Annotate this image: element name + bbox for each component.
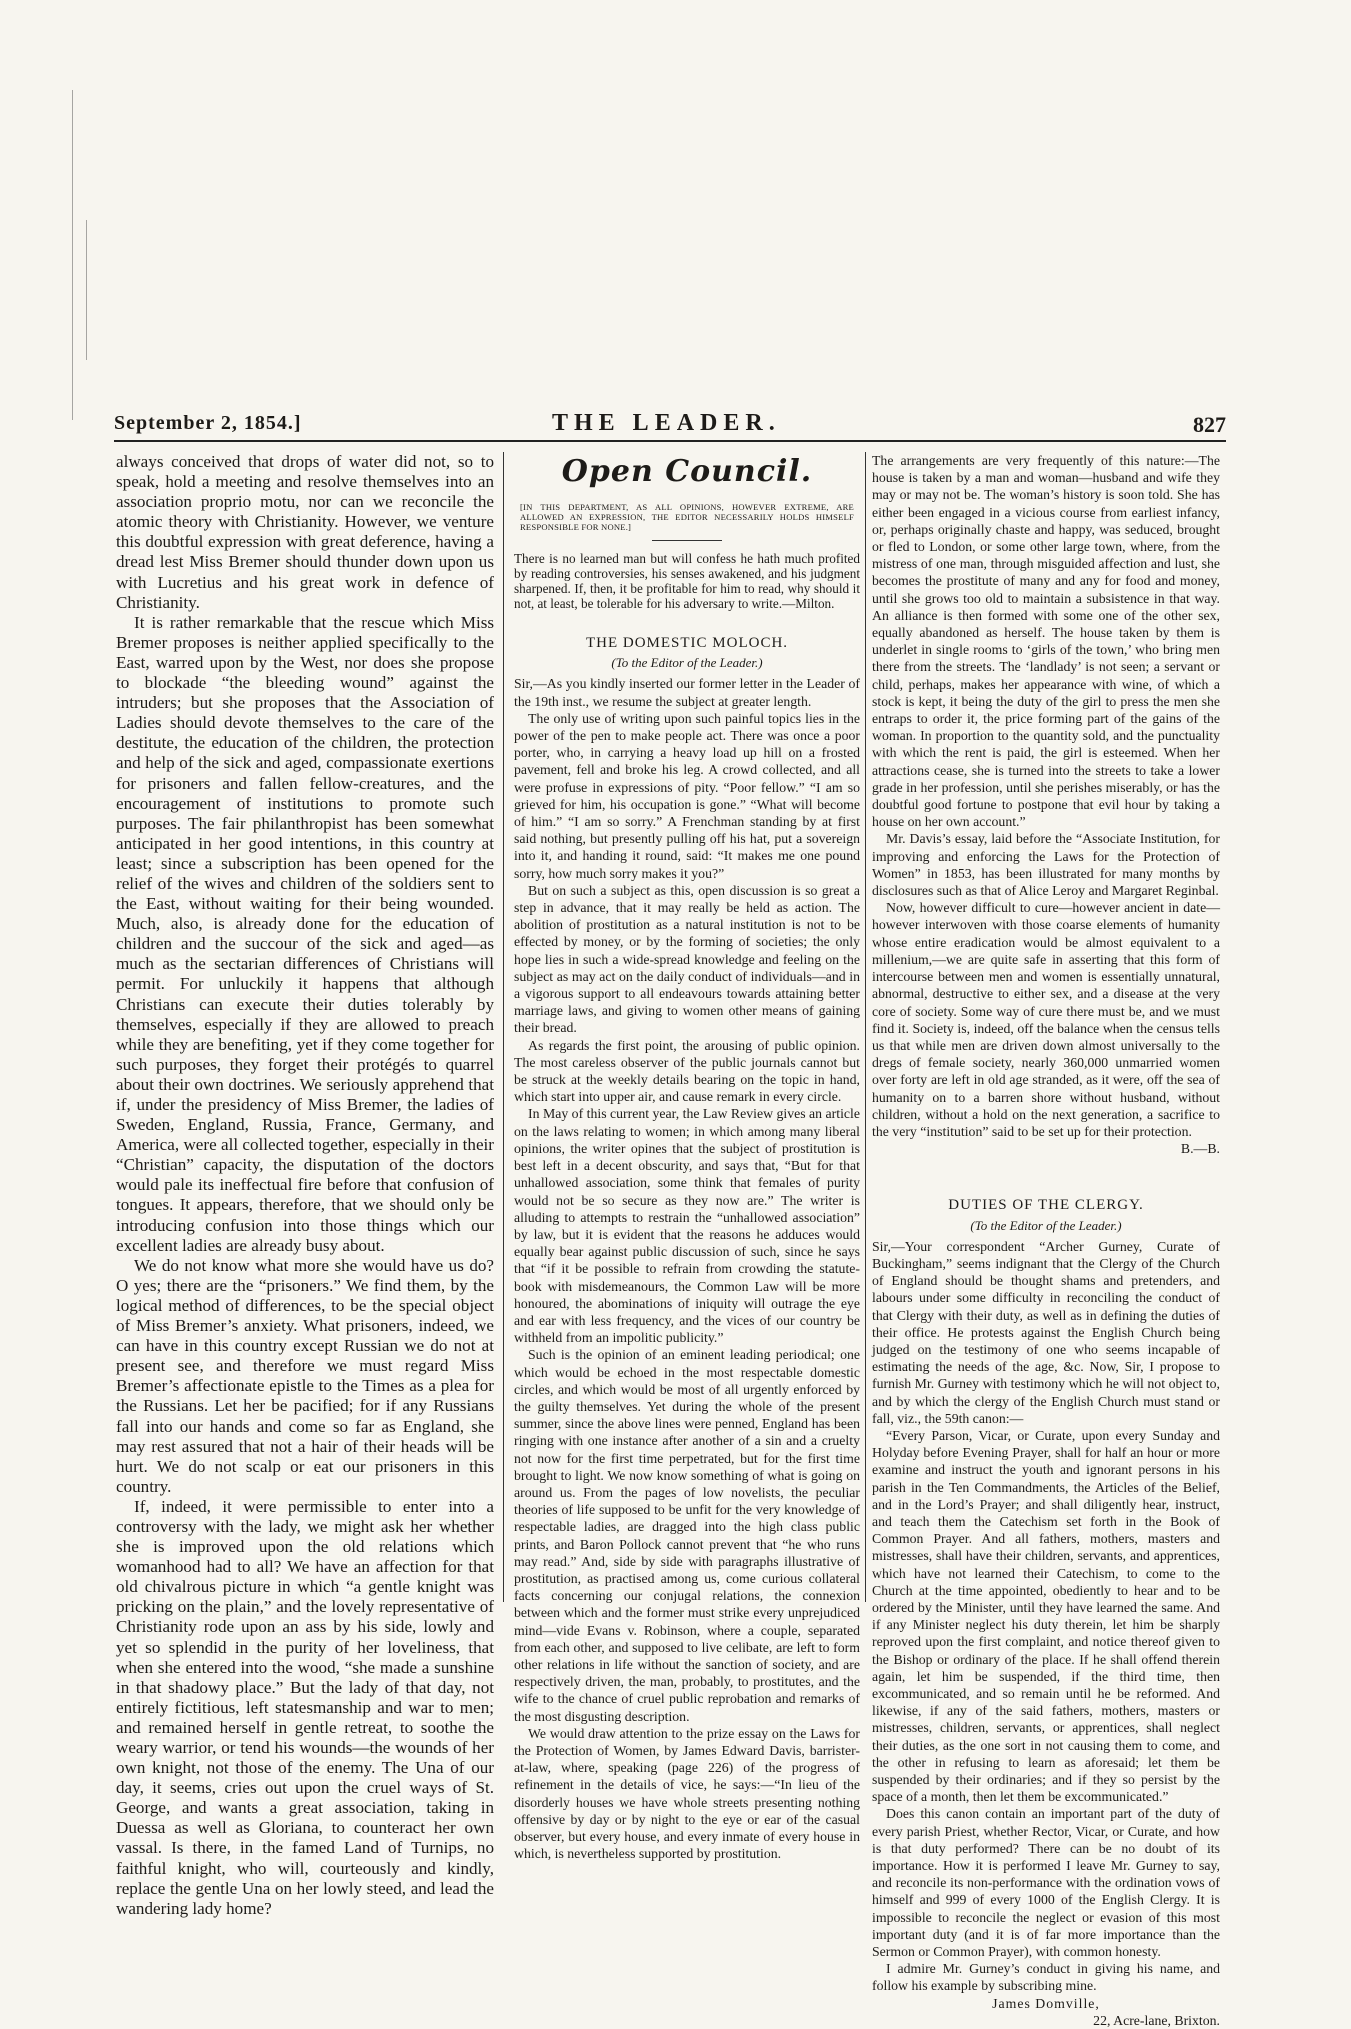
spacer: [872, 1157, 1220, 1193]
paragraph: We would draw attention to the prize essay on the Laws for the Protection of Women, by James Edward Davis, barrister-at-law, where, speaking (page 226) of the progress of refinement in the details of vice, he says:—“In lieu of the disorderly houses we have whole streets presenting nothing offensive by day or by night to the eye or ear of the casual observer, but every house, and every inmate of every house in which, is nevertheless supported by prostitution.: [514, 1725, 860, 1862]
paragraph: The only use of writing upon such painful topics lies in the power of the pen to make people act. There was once a poor porter, who, in carrying a heavy load up hill on a frosted pavement, fell and broke his leg. A crowd collected, and all were profuse in expressions of pity. “Poor fellow.” “I am so grieved for him, his occupation is gone.” “What will become of him.” “I am so sorry.” A Frenchman standing by at first said nothing, but presently pulling off his hat, put a sovereign into it, and handing it round, said: “It makes me one pound sorry, how much sorry makes it you?”: [514, 710, 860, 881]
column-3: [872, 452, 1220, 2029]
paragraph: Sir,—Your correspondent “Archer Gurney, Curate of Buckingham,” seems indignant that the Clergy of the Church of England should be thought shams and pretenders, and labours under some difficulty in reconciling the conduct of that Clergy with their duty, as well as in defining the duties of their office. He protests against the English Church being judged on the testimony of one who seems incapable of estimating the needs of the age, &c. Now, Sir, I propose to furnish Mr. Gurney with testimony which he will not object to, and by which the clergy of the English Church must stand or fall, viz., the 59th canon:—: [872, 1238, 1220, 1426]
binding-mark: [72, 90, 73, 420]
running-head: [114, 410, 1226, 438]
paragraph: We do not know what more she would have us do? O yes; there are the “prisoners.” We find them, by the logical method of differences, to be the special object of Miss Bremer’s anxiety. What prisoners, indeed, we can have in this country except Russian we do not at present see, and therefore we must regard Miss Bremer’s affectionate epistle to the Times as a plea for the Russians. Let her be pacified; for if any Russians fall into our hands and come so far as England, she may rest assured that not a hair of their heads will be hurt. We do not scalp or eat our prisoners in this country.: [116, 1255, 494, 1496]
paragraph: If, indeed, it were permissible to enter into a controversy with the lady, we might ask her whether she is improved upon the old relations which womanhood had to all? We have an affection for that old chivalrous picture in which “a gentle knight was pricking on the plain,” and the lovely representative of Christianity rode upon an ass by his side, lowly and yet so splendid in the purity of her loveliness, that when she entered into the wood, “she made a sunshine in that shadowy place.” But the lady of that day, not entirely fictitious, left statesmanship and war to men; and remained herself in gentle retreat, to soothe the weary warrior, or tend his wounds—the wounds of her own knight, not those of the enemy. The Una of our day, it seems, cries out upon the cruel ways of St. George, and wants a great association, taking in Duessa as well as Gloriana, to counteract her own vassal. Is there, in the famed Land of Turnips, no faithful knight, who will, courteously and kindly, replace the gentle Una on her lowly steed, and lead the wandering lady home?: [116, 1496, 494, 1918]
paragraph: always conceived that drops of water did not, so to speak, hold a meeting and resolve themselves into an association proprio motu, nor can we reconcile the atomic theory with Christianity. However, we venture this doubtful expression with great deference, having a dread lest Miss Bremer should thunder down upon us with Lucretius and his great work in defence of Christianity.: [116, 452, 494, 612]
header-rule: [114, 440, 1226, 442]
signature-address: 22, Acre-lane, Brixton.: [1093, 2012, 1220, 2028]
binding-mark: [86, 220, 87, 360]
signature-name: James Domville,: [992, 1995, 1100, 2011]
article-subtitle: (To the Editor of the Leader.): [611, 655, 763, 671]
signature: B.—B.: [1180, 1141, 1220, 1157]
paragraph: The arrangements are very frequently of this nature:—The house is taken by a man and woman—husband and wife they may or may not be. The woman’s history is soon told. She has either been engaged in a vicious course from earliest infancy, or, perhaps originally chaste and happy, was seduced, brought or fled to London, or some other large town, where, from the mistress of one man, through misguided affection and lust, she becomes the prostitute of many and any for food and money, until she grows too old to maintain a subsistence in that way. An alliance is then formed with some one of the other sex, equally abandoned as herself. The house taken by them is underlet in single rooms to ‘girls of the town,’ who bring men there from the streets. The ‘landlady’ is not seen; a servant or child, perhaps, makes her appearance with wine, of which a stock is kept, it being the duty of the girl to press the men she entraps to order it, the price forming part of the gains of the woman. In proportion to the quantity sold, and the punctuality with which the rent is paid, the girl is esteemed. When her attractions cease, she is turned into the streets to take a lower grade in her profession, until she perishes miserably, or has the doubtful good fortune to postpone that evil hour by taking a house on her own account.”: [872, 453, 1220, 830]
newspaper-title: THE LEADER.: [552, 410, 781, 436]
paragraph: I admire Mr. Gurney’s conduct in giving his name, and follow his example by subscribing mine.: [872, 1961, 1220, 1994]
epigraph: There is no learned man but will confess he hath much profited by reading controversies, his senses awakened, and his judgment sharpened. If, then, it be profitable for him to read, why should it not, at least, be tolerable for his adversary to write.—Milton.: [514, 551, 860, 611]
column-rule: [865, 452, 866, 1602]
column-1: [116, 452, 494, 1919]
paragraph: Now, however difficult to cure—however ancient in date—however interwoven with those coarse elements of humanity whose entire eradication would be almost equivalent to a millenium,—we are quite safe in asserting that this form of intercourse between men and women is essentially unnatural, abnormal, destructive to either sex, and a disease at the very core of society. Some way of cure there must be, and we must find it. Society is, indeed, off the balance when the census tells us that while men are driven down almost universally to the dregs of female society, nearly 360,000 unmarried women over forty are left in old age stranded, as it were, off the sea of humanity on to a barren shore without husband, without children, without a hold on the next generation, a sacrifice to the very “institution” said to be set up for their protection.: [872, 900, 1220, 1139]
paragraph: As regards the first point, the arousing of public opinion. The most careless observer of the public journals cannot but be struck at the weekly details bearing on the topic in hand, which start into upper air, and cause remark in every circle.: [514, 1037, 860, 1105]
paragraph: Does this canon contain an important part of the duty of every parish Priest, whether Rector, Vicar, or Curate, and how is that duty performed? There can be no doubt of its importance. How it is performed I leave Mr. Gurney to say, and reconcile its non-performance with the ordination vows of himself and 999 of every 1000 of the English Clergy. It is impossible to reconcile the neglect or evasion of this most important duty (and it is of far more importance than the Sermon or Common Prayer), with common honesty.: [872, 1806, 1220, 1960]
paragraph: “Every Parson, Vicar, or Curate, upon every Sunday and Holyday before Evening Prayer, shall for half an hour or more examine and instruct the youth and ignorant persons in his parish in the Ten Commandments, the Articles of the Belief, and in the Lord’s Prayer; and shall diligently hear, instruct, and teach them the Catechism set forth in the Book of Common Prayer. And all fathers, mothers, masters and mistresses, shall have their children, servants, and apprentices, which have not learned their Catechism, to come to the Church at the time appointed, obediently to hear and to be ordered by the Minister, until they have learned the same. And if any Minister neglect his duty therein, let him be sharply reproved upon the first complaint, and notice thereof given to the Bishop or ordinary of the place. If he shall offend therein again, let him be suspended, if the third time, then excommunicated, and so remain until he be reformed. And likewise, if any of the said fathers, mothers, masters or mistresses, children, servants, or apprentices, shall neglect their duties, as the one sort in not causing them to come, and the other in refusing to learn as aforesaid; let them be suspended by their ordinaries; and if they so persist by the space of a month, then let them be excommunicated.”: [872, 1427, 1220, 1805]
article-title: DUTIES OF THE CLERGY.: [948, 1197, 1144, 1214]
column-rule: [503, 452, 504, 1602]
section-title: Open Council.: [561, 454, 813, 489]
paragraph: In May of this current year, the Law Review gives an article on the laws relating to women; in which among many liberal opinions, the writer opines that the subject of prostitution is best left in a decent obscurity, and says that, “But for that unhallowed association, some think that females of purity would not be so secure as they now are.” The writer is alluding to attempts to restrain the “unhallowed association” by law, but it is evident that the reasons he adduces would equally bear against public discussion of such, since he says that “if it be possible to refrain from crowding the statute-book with misdemeanours, the Common Law will be more honoured, the abominations of iniquity will outrage the eye and ear with less frequency, and the vices of our country be withheld from an impolitic publicity.”: [514, 1106, 860, 1346]
editorial-note: [IN THIS DEPARTMENT, AS ALL OPINIONS, HOWEVER EXTREME, ARE ALLOWED AN EXPRESSION, THE EDITOR NECESSARILY HOLDS HIMSELF RESPONSIBLE FOR NONE.]: [520, 502, 854, 532]
issue-date: September 2, 1854.]: [114, 412, 302, 434]
page-number: 827: [1193, 412, 1226, 437]
paragraph: Sir,—As you kindly inserted our former letter in the Leader of the 19th inst., we resume the subject at greater length.: [514, 676, 860, 709]
paragraph: It is rather remarkable that the rescue which Miss Bremer proposes is neither applied specifically to the East, warred upon by the West, nor does she propose to blockade “the bleeding wound” against the intruders; but she proposes that the Association of Ladies should devote themselves to the care of the destitute, the education of the children, the protection and help of the sick and aged, compassionate exertions for prisoners and fallen fellow-creatures, and the encouragement of institutions to promote such purposes. The fair philanthropist has been somewhat anticipated in her good intentions, in this country at least; since a subscription has been opened for the relief of the wives and children of the soldiers sent to the East, without waiting for their being wounded. Much, also, is already done for the education of children and the succour of the sick and aged—as much as the sectarian differences of Christians will permit. For unluckily it happens that although Christians can execute their duties tolerably by themselves, especially if they are allowed to preach while they are benefiting, yet if they come together for such purposes, they forget their protégés to quarrel about their own doctrines. We seriously apprehend that if, under the presidency of Miss Bremer, the ladies of Sweden, England, Russia, France, Germany, and America, were all collected together, especially in their “Christian” capacity, the disputation of the doctors would pale its ineffectual fire before that confusion of tongues. It appears, therefore, that we should only be introducing confusion into those things which our excellent ladies are already busy about.: [116, 612, 494, 1255]
paragraph: Mr. Davis’s essay, laid before the “Associate Institution, for improving and enforcing the Laws for the Protection of Women” in 1853, has been illustrated for many months by disclosures such as that of Alice Leroy and Margaret Reginbal.: [872, 831, 1220, 899]
divider: [652, 540, 722, 541]
column-2: [514, 452, 860, 1862]
article-title: THE DOMESTIC MOLOCH.: [585, 635, 789, 651]
paragraph: Such is the opinion of an eminent leading periodical; one which would be echoed in the most respectable domestic circles, and which would be most of all urgently enforced by the guilty themselves. Yet during the whole of the present summer, since the above lines were penned, England has been ringing with one instance after another of a sin and a cruelty not now for the first time perpetrated, but for the first time brought to light. We now know something of what is going on around us. From the pages of low novelists, the peculiar theories of life supposed to be unfit for the very knowledge of respectable ladies, are dragged into the high class public prints, and Baron Pollock cannot prevent that “he who runs may read.” And, side by side with paragraphs illustrative of prostitution, as practised among us, come curious collateral facts concerning our conjugal relations, the connexion between which and the former must strike every unprejudiced mind—vide Evans v. Robinson, where a couple, separated from each other, and supposed to live celibate, are left to form other relations in life without the sanction of society, and are respectively driven, the man, probably, to prostitutes, and the wife to the chance of cruel public reprobation and remarks of the most disgusting description.: [514, 1347, 860, 1724]
article-subtitle: (To the Editor of the Leader.): [970, 1217, 1122, 1233]
paragraph: But on such a subject as this, open discussion is so great a step in advance, that it may really be held as action. The abolition of prostitution as a natural institution is not to be effected by money, or by the forming of societies; the only hope lies in such a wide-spread knowledge and feeling on the subject as may act on the daily conduct of individuals—and in a vigorous support to all endeavours towards attaining better marriage laws, and giving to women other means of gaining their bread.: [514, 882, 860, 1036]
